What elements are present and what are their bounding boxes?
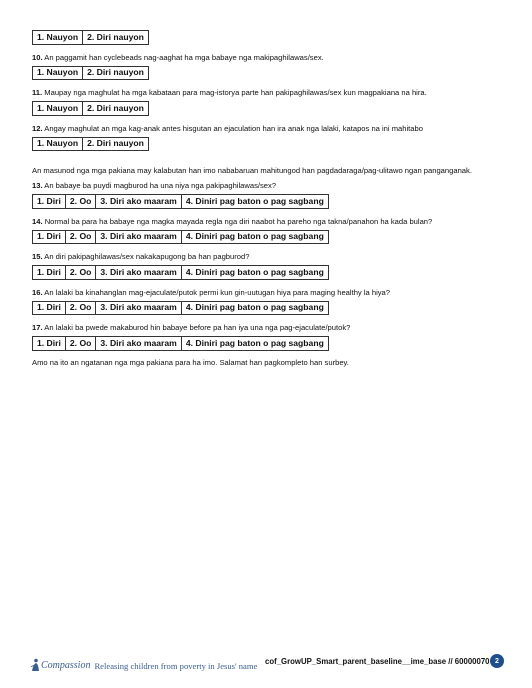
answer-options-10 xyxy=(32,66,149,81)
option-cell[interactable]: 4. Diniri pag baton o pag sagbang xyxy=(181,230,328,244)
option-cell[interactable]: 1. Nauyon xyxy=(33,66,83,80)
question-number: 10. xyxy=(32,52,43,62)
survey-content xyxy=(32,30,502,368)
answer-options-15 xyxy=(32,265,329,280)
logo-tagline: Releasing children from poverty in Jesus' name xyxy=(94,661,258,671)
option-cell[interactable]: 2. Oo xyxy=(65,266,96,280)
answer-options-9 xyxy=(32,30,149,45)
question-text: An paggamit han cyclebeads nag-aaghat ha mga babaye nga makipaghilawas/sex. xyxy=(44,52,324,62)
option-cell[interactable]: 2. Diri nauyon xyxy=(83,137,149,151)
page-footer xyxy=(30,652,510,672)
answer-options-17 xyxy=(32,336,329,351)
option-cell[interactable]: 4. Diniri pag baton o pag sagbang xyxy=(181,337,328,351)
question-text: Angay maghulat an mga kag-anak antes hisgutan an ejaculation han ira anak nga lalaki, katapos na ini mahitabo xyxy=(44,123,423,133)
option-cell[interactable]: 2. Oo xyxy=(65,301,96,315)
question-number: 14. xyxy=(32,216,43,226)
option-cell[interactable]: 1. Diri xyxy=(33,301,66,315)
answer-options-12 xyxy=(32,137,149,152)
question-16 xyxy=(32,288,502,298)
question-12 xyxy=(32,124,502,134)
option-cell[interactable]: 3. Diri ako maaram xyxy=(96,230,181,244)
option-cell[interactable]: 1. Nauyon xyxy=(33,137,83,151)
option-cell[interactable]: 3. Diri ako maaram xyxy=(96,337,181,351)
file-reference: cof_GrowUP_Smart_parent_baseline__ime_base // 60000070 xyxy=(265,657,490,666)
option-cell[interactable]: 1. Nauyon xyxy=(33,31,83,45)
question-11 xyxy=(32,88,502,98)
question-text: An lalaki ba kinahanglan mag-ejaculate/putok permi kun gin-uutugan hiya para maging healthy la hiya? xyxy=(44,287,391,297)
question-text: An babaye ba puydi magburod ha una niya nga pakipaghilawas/sex? xyxy=(44,181,277,190)
question-number: 15. xyxy=(32,252,43,261)
option-cell[interactable]: 2. Oo xyxy=(65,195,96,209)
question-text: An lalaki ba pwede makaburod hin babaye before pa han iya una nga pag-ejaculate/putok? xyxy=(44,323,351,332)
option-cell[interactable]: 3. Diri ako maaram xyxy=(96,195,181,209)
logo-wordmark: Compassion xyxy=(41,660,91,671)
section-intro: An masunod nga mga pakiana may kalabutan han imo nababaruan mahitungod han pagdadaraga/pag-ulitawo ngan panganganak. xyxy=(32,166,472,175)
option-cell[interactable]: 2. Oo xyxy=(65,337,96,351)
question-number: 12. xyxy=(32,123,43,133)
option-cell[interactable]: 4. Diniri pag baton o pag sagbang xyxy=(181,301,328,315)
question-13 xyxy=(32,181,502,191)
question-text: An diri pakipaghilawas/sex nakakapugong ba han pagburod? xyxy=(44,252,250,261)
answer-options-14 xyxy=(32,230,329,245)
figure-logo-icon xyxy=(30,658,40,672)
question-number: 17. xyxy=(32,323,43,332)
question-text: Normal ba para ha babaye nga magka mayada regla nga diri naabot ha pareho nga takna/panahon ha kada bulan? xyxy=(44,216,433,226)
answer-options-13 xyxy=(32,194,329,209)
compassion-logo xyxy=(30,654,257,672)
option-cell[interactable]: 3. Diri ako maaram xyxy=(96,266,181,280)
option-cell[interactable]: 4. Diniri pag baton o pag sagbang xyxy=(181,195,328,209)
closing-text: Amo na ito an ngatanan nga mga pakiana para ha imo. Salamat han pagkompleto han surbey. xyxy=(32,357,349,367)
answer-options-16 xyxy=(32,301,329,316)
page-number-badge: 2 xyxy=(490,654,504,668)
option-cell[interactable]: 4. Diniri pag baton o pag sagbang xyxy=(181,266,328,280)
option-cell[interactable]: 1. Nauyon xyxy=(33,102,83,116)
option-cell[interactable]: 2. Diri nauyon xyxy=(83,66,149,80)
option-cell[interactable]: 3. Diri ako maaram xyxy=(96,301,181,315)
option-cell[interactable]: 2. Diri nauyon xyxy=(83,102,149,116)
question-10 xyxy=(32,53,502,63)
option-cell[interactable]: 1. Diri xyxy=(33,266,66,280)
option-cell[interactable]: 1. Diri xyxy=(33,230,66,244)
question-17 xyxy=(32,323,502,333)
option-cell[interactable]: 1. Diri xyxy=(33,195,66,209)
question-number: 16. xyxy=(32,287,43,297)
question-14 xyxy=(32,217,502,227)
question-number: 13. xyxy=(32,181,43,190)
answer-options-11 xyxy=(32,101,149,116)
question-15 xyxy=(32,252,502,262)
option-cell[interactable]: 1. Diri xyxy=(33,337,66,351)
option-cell[interactable]: 2. Oo xyxy=(65,230,96,244)
question-number: 11. xyxy=(32,88,43,97)
option-cell[interactable]: 2. Diri nauyon xyxy=(83,31,149,45)
question-text: Maupay nga maghulat ha mga kabataan para mag-istorya parte han pakipaghilawas/sex kun magpakiana na hira. xyxy=(44,88,427,97)
